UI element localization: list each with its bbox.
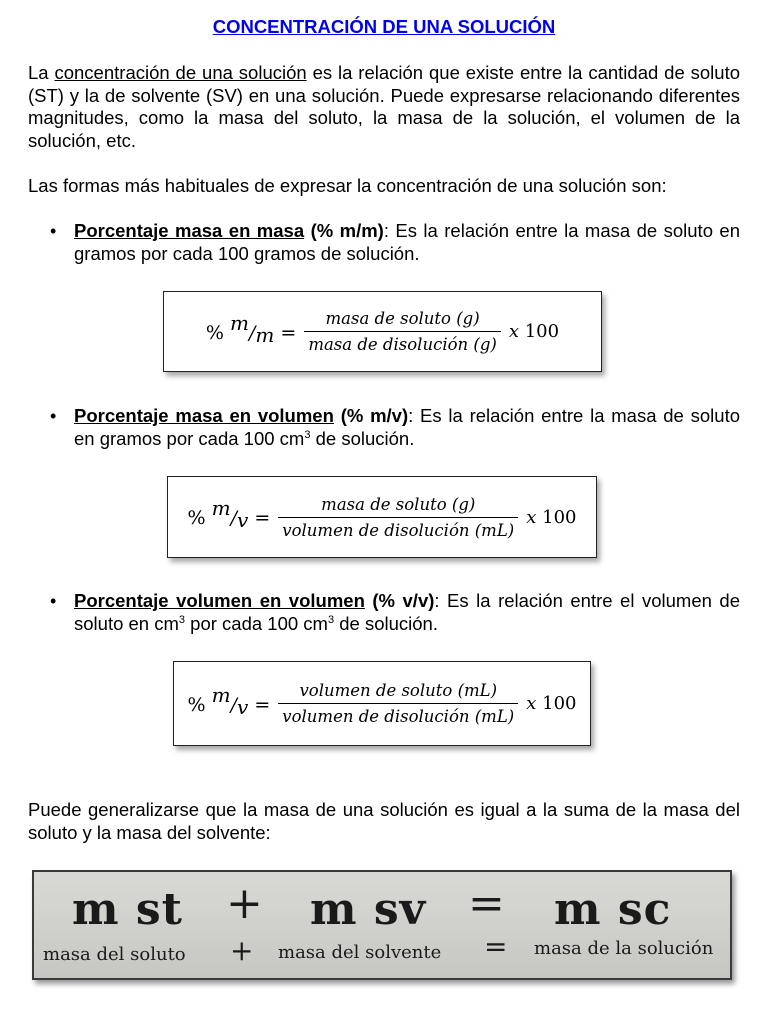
- equation-solute-symbol: m st: [72, 884, 183, 935]
- intro-paragraph: [28, 62, 740, 152]
- equation-equals-sign: =: [468, 878, 505, 929]
- formula-fraction: [278, 681, 518, 726]
- bullet-mass-mass: [74, 220, 740, 265]
- equation-plus-sign: +: [226, 878, 263, 929]
- equation-solute-label: masa del soluto: [43, 944, 186, 965]
- equation-solvent-label: masa del solvente: [278, 942, 442, 963]
- formula-denominator: masa de disolución (g): [304, 331, 501, 354]
- formula-denominator: volumen de disolución (mL): [278, 517, 518, 540]
- bullet-icon: •: [50, 406, 57, 426]
- formula-fraction: [304, 309, 501, 354]
- page-title: CONCENTRACIÓN DE UNA SOLUCIÓN: [212, 16, 556, 37]
- formula-box-mass-volume: [167, 476, 597, 558]
- general-paragraph: Puede generalizarse que la masa de una solución es igual a la suma de la masa del soluto y la masa del solvente:: [28, 799, 740, 843]
- equation-solution-symbol: m sc: [554, 884, 672, 935]
- bullet-term: Porcentaje masa en masa: [74, 220, 305, 241]
- formula-multiplier: x 100: [526, 693, 577, 714]
- equation-plus-sign-small: +: [230, 934, 254, 967]
- formula-lhs: % m/m =: [205, 310, 297, 347]
- formula-numerator: masa de soluto (g): [321, 494, 476, 514]
- formula-denominator: volumen de disolución (mL): [278, 703, 518, 726]
- mass-sum-equation-image: [32, 870, 732, 980]
- formula-numerator: masa de soluto (g): [325, 309, 480, 328]
- bullet-description: : Es la relación entre la masa de soluto en gramos por cada 100 gramos de solución.: [74, 220, 740, 264]
- lead-paragraph: Las formas más habituales de expresar la concentración de una solución son:: [28, 175, 667, 196]
- equation-solvent-symbol: m sv: [310, 884, 427, 935]
- formula-lhs: % m/v =: [187, 682, 271, 719]
- bullet-mass-volume: Porcentaje masa en volumen (% m/v): Es la relación entre la masa de soluto en gramos por cada 100 $cm^3$ de solución.: [74, 405, 740, 449]
- bullet-icon: •: [50, 221, 57, 241]
- bullet-unit: (% m/m): [310, 220, 384, 241]
- bullet-term: Porcentaje volumen en volumen: [74, 590, 365, 611]
- formula-multiplier: x 100: [508, 321, 560, 342]
- formula-lhs: % m/v =: [187, 496, 271, 532]
- intro-underlined-term: concentración de una solución: [54, 62, 307, 83]
- bullet-icon: •: [50, 591, 57, 611]
- bullet-unit: (% v/v): [372, 590, 435, 611]
- equation-solution-label: masa de la solución: [534, 938, 714, 959]
- formula-box-volume-volume: [173, 661, 591, 746]
- bullet-volume-volume: Porcentaje volumen en volumen (% v/v): Es la relación entre el volumen de soluto en $cm^3$ por cada 100 $cm^3$ de solución.: [74, 590, 740, 634]
- bullet-term: Porcentaje masa en volumen: [74, 405, 334, 426]
- formula-box-mass-mass: [163, 291, 602, 372]
- intro-post: es la relación que existe entre la cantidad de soluto (ST) y la de solvente (SV) en una solución. Puede expresarse relacionando diferentes magnitudes, como la masa del soluto, la masa de la solución, el volumen de la solución, etc.: [28, 62, 741, 151]
- intro-pre: La: [28, 62, 55, 83]
- formula-multiplier: x 100: [526, 506, 577, 528]
- equation-equals-sign-small: =: [484, 930, 508, 963]
- bullet-unit: (% m/v): [340, 405, 409, 426]
- formula-numerator: volumen de soluto (mL): [299, 681, 498, 700]
- formula-fraction: [278, 495, 518, 540]
